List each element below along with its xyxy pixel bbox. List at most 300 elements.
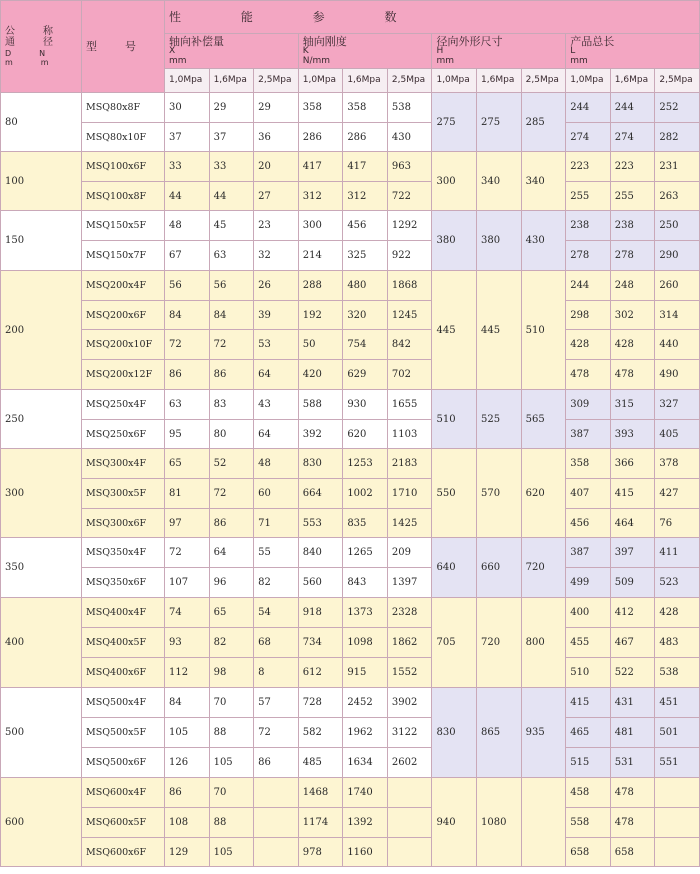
x-value-cell: 86 [254, 748, 299, 778]
x-value-cell: 72 [209, 330, 254, 360]
k-value-cell: 50 [298, 330, 343, 360]
table-title: 性 能 参 数 [165, 1, 700, 34]
k-value-cell: 2328 [387, 598, 432, 628]
l-value-cell [655, 778, 700, 808]
x-value-cell: 26 [254, 271, 299, 301]
l-value-cell: 76 [655, 509, 700, 538]
l-value-cell: 515 [566, 748, 611, 778]
l-value-cell: 427 [655, 479, 700, 509]
table-row [1, 718, 700, 748]
l-value-cell: 483 [655, 628, 700, 658]
model-cell: MSQ150x7F [82, 241, 165, 271]
k-value-cell: 842 [387, 330, 432, 360]
x-value-cell: 95 [165, 420, 210, 449]
table-row [1, 390, 700, 420]
l-value-cell: 458 [566, 778, 611, 808]
group-unit: mm [436, 55, 455, 66]
group-header [165, 34, 299, 69]
group-label: 轴向刚度 [302, 34, 347, 48]
group-header [298, 34, 432, 69]
pressure-header: 2,5Mpa [521, 69, 566, 93]
x-value-cell: 108 [165, 808, 210, 838]
h-value-cell: 550 [432, 449, 477, 538]
dn-header-line: 通径 [5, 37, 81, 49]
l-value-cell: 397 [610, 538, 655, 568]
k-value-cell: 702 [387, 360, 432, 390]
h-value-cell: 1080 [477, 778, 522, 867]
x-value-cell: 23 [254, 211, 299, 241]
x-value-cell: 71 [254, 509, 299, 538]
x-value-cell: 32 [254, 241, 299, 271]
x-value-cell: 105 [209, 748, 254, 778]
k-value-cell: 620 [343, 420, 388, 449]
k-value-cell: 1098 [343, 628, 388, 658]
l-value-cell: 387 [566, 420, 611, 449]
l-value-cell: 231 [655, 152, 700, 182]
pressure-header: 1,0Mpa [298, 69, 343, 93]
k-value-cell: 843 [343, 568, 388, 598]
l-value-cell: 415 [610, 479, 655, 509]
table-row [1, 182, 700, 211]
h-value-cell: 380 [477, 211, 522, 271]
k-value-cell: 835 [343, 509, 388, 538]
table-row [1, 330, 700, 360]
l-value-cell: 658 [566, 838, 611, 867]
table-row [1, 360, 700, 390]
k-value-cell: 417 [343, 152, 388, 182]
h-value-cell: 380 [432, 211, 477, 271]
dn-cell: 200 [1, 271, 82, 390]
x-value-cell: 105 [209, 838, 254, 867]
x-value-cell: 64 [209, 538, 254, 568]
x-value-cell: 82 [209, 628, 254, 658]
l-value-cell: 501 [655, 718, 700, 748]
k-value-cell: 1552 [387, 658, 432, 688]
l-value-cell: 278 [566, 241, 611, 271]
k-value-cell: 288 [298, 271, 343, 301]
x-value-cell: 64 [254, 420, 299, 449]
x-value-cell: 68 [254, 628, 299, 658]
table-row [1, 808, 700, 838]
k-value-cell: 1710 [387, 479, 432, 509]
model-cell: MSQ500x5F [82, 718, 165, 748]
model-cell: MSQ400x6F [82, 658, 165, 688]
table-row [1, 568, 700, 598]
l-value-cell: 302 [610, 301, 655, 330]
dn-cell: 150 [1, 211, 82, 271]
h-value-cell [521, 778, 566, 867]
x-value-cell: 86 [165, 778, 210, 808]
dn-cell: 100 [1, 152, 82, 211]
l-value-cell: 440 [655, 330, 700, 360]
model-cell: MSQ80x8F [82, 93, 165, 123]
k-value-cell: 978 [298, 838, 343, 867]
x-value-cell [254, 808, 299, 838]
l-value-cell: 260 [655, 271, 700, 301]
k-value-cell: 312 [343, 182, 388, 211]
k-value-cell: 722 [387, 182, 432, 211]
x-value-cell: 70 [209, 778, 254, 808]
h-value-cell: 705 [432, 598, 477, 688]
h-value-cell: 935 [521, 688, 566, 778]
group-unit: mm [169, 55, 187, 66]
x-value-cell: 82 [254, 568, 299, 598]
l-value-cell: 456 [566, 509, 611, 538]
x-value-cell: 36 [254, 123, 299, 152]
l-value-cell: 481 [610, 718, 655, 748]
l-value-cell: 327 [655, 390, 700, 420]
h-value-cell: 300 [432, 152, 477, 211]
x-value-cell: 86 [209, 360, 254, 390]
k-value-cell: 664 [298, 479, 343, 509]
pressure-header: 1,6Mpa [343, 69, 388, 93]
x-value-cell: 105 [165, 718, 210, 748]
k-value-cell: 830 [298, 449, 343, 479]
h-value-cell: 720 [521, 538, 566, 598]
h-value-cell: 430 [521, 211, 566, 271]
h-value-cell: 660 [477, 538, 522, 598]
l-value-cell: 464 [610, 509, 655, 538]
table-row [1, 301, 700, 330]
x-value-cell: 83 [209, 390, 254, 420]
table-row [1, 538, 700, 568]
k-value-cell: 922 [387, 241, 432, 271]
k-value-cell: 358 [298, 93, 343, 123]
l-value-cell: 415 [566, 688, 611, 718]
x-value-cell: 72 [165, 538, 210, 568]
l-value-cell: 366 [610, 449, 655, 479]
l-value-cell: 478 [566, 360, 611, 390]
dn-header [1, 1, 82, 93]
x-value-cell: 56 [165, 271, 210, 301]
l-value-cell: 278 [610, 241, 655, 271]
k-value-cell: 325 [343, 241, 388, 271]
l-value-cell: 238 [566, 211, 611, 241]
k-value-cell: 456 [343, 211, 388, 241]
x-value-cell: 45 [209, 211, 254, 241]
x-value-cell: 107 [165, 568, 210, 598]
table-row [1, 152, 700, 182]
table-row [1, 778, 700, 808]
l-value-cell: 405 [655, 420, 700, 449]
x-value-cell [254, 838, 299, 867]
k-value-cell: 312 [298, 182, 343, 211]
x-value-cell: 39 [254, 301, 299, 330]
l-value-cell: 428 [566, 330, 611, 360]
l-value-cell: 411 [655, 538, 700, 568]
k-value-cell: 1160 [343, 838, 388, 867]
table-row [1, 479, 700, 509]
k-value-cell: 420 [298, 360, 343, 390]
table-row [1, 123, 700, 152]
group-symbol: H [436, 46, 444, 57]
x-value-cell: 81 [165, 479, 210, 509]
x-value-cell: 86 [209, 509, 254, 538]
table-row [1, 449, 700, 479]
k-value-cell: 582 [298, 718, 343, 748]
h-value-cell: 510 [521, 271, 566, 390]
pressure-header: 1,0Mpa [566, 69, 611, 93]
l-value-cell: 523 [655, 568, 700, 598]
group-symbol: L [570, 46, 576, 57]
k-value-cell: 286 [343, 123, 388, 152]
x-value-cell: 30 [165, 93, 210, 123]
l-value-cell: 412 [610, 598, 655, 628]
k-value-cell: 417 [298, 152, 343, 182]
x-value-cell: 33 [165, 152, 210, 182]
k-value-cell: 2183 [387, 449, 432, 479]
x-value-cell: 88 [209, 718, 254, 748]
l-value-cell: 244 [566, 93, 611, 123]
x-value-cell: 20 [254, 152, 299, 182]
x-value-cell: 37 [165, 123, 210, 152]
table-row [1, 420, 700, 449]
l-value-cell: 428 [655, 598, 700, 628]
l-value-cell: 223 [610, 152, 655, 182]
model-cell: MSQ250x4F [82, 390, 165, 420]
pressure-header: 1,0Mpa [165, 69, 210, 93]
l-value-cell: 531 [610, 748, 655, 778]
k-value-cell: 1103 [387, 420, 432, 449]
x-value-cell: 29 [209, 93, 254, 123]
l-value-cell: 290 [655, 241, 700, 271]
l-value-cell: 658 [610, 838, 655, 867]
dn-cell: 350 [1, 538, 82, 598]
k-value-cell: 392 [298, 420, 343, 449]
x-value-cell: 67 [165, 241, 210, 271]
k-value-cell: 1962 [343, 718, 388, 748]
l-value-cell: 387 [566, 538, 611, 568]
k-value-cell: 1655 [387, 390, 432, 420]
k-value-cell: 1253 [343, 449, 388, 479]
l-value-cell: 263 [655, 182, 700, 211]
k-value-cell: 1868 [387, 271, 432, 301]
x-value-cell: 126 [165, 748, 210, 778]
model-cell: MSQ600x6F [82, 838, 165, 867]
l-value-cell [655, 808, 700, 838]
k-value-cell: 734 [298, 628, 343, 658]
k-value-cell: 300 [298, 211, 343, 241]
table-row [1, 748, 700, 778]
x-value-cell: 48 [254, 449, 299, 479]
l-value-cell: 250 [655, 211, 700, 241]
model-header: 型号 [82, 1, 165, 93]
l-value-cell: 451 [655, 688, 700, 718]
k-value-cell: 2602 [387, 748, 432, 778]
table-row [1, 838, 700, 867]
model-cell: MSQ200x12F [82, 360, 165, 390]
l-value-cell: 407 [566, 479, 611, 509]
k-value-cell: 320 [343, 301, 388, 330]
l-value-cell: 309 [566, 390, 611, 420]
table-row [1, 628, 700, 658]
x-value-cell: 72 [165, 330, 210, 360]
k-value-cell: 1174 [298, 808, 343, 838]
k-value-cell: 1397 [387, 568, 432, 598]
x-value-cell: 44 [209, 182, 254, 211]
k-value-cell: 918 [298, 598, 343, 628]
x-value-cell: 80 [209, 420, 254, 449]
l-value-cell: 478 [610, 808, 655, 838]
l-value-cell: 244 [566, 271, 611, 301]
k-value-cell: 1740 [343, 778, 388, 808]
group-unit: N/mm [302, 55, 331, 66]
table-body [1, 93, 700, 867]
l-value-cell: 274 [566, 123, 611, 152]
dn-header-line: 公称 [5, 25, 81, 37]
x-value-cell: 65 [165, 449, 210, 479]
h-value-cell: 865 [477, 688, 522, 778]
pressure-header: 2,5Mpa [387, 69, 432, 93]
dn-cell: 600 [1, 778, 82, 867]
table-row [1, 271, 700, 301]
l-value-cell: 499 [566, 568, 611, 598]
k-value-cell: 485 [298, 748, 343, 778]
x-value-cell: 86 [165, 360, 210, 390]
k-value-cell: 430 [387, 123, 432, 152]
dn-header-line: mm [5, 58, 77, 67]
model-cell: MSQ300x4F [82, 449, 165, 479]
k-value-cell: 1425 [387, 509, 432, 538]
l-value-cell: 358 [566, 449, 611, 479]
l-value-cell: 282 [655, 123, 700, 152]
model-cell: MSQ300x5F [82, 479, 165, 509]
x-value-cell: 60 [254, 479, 299, 509]
pressure-header: 1,6Mpa [209, 69, 254, 93]
k-value-cell: 3902 [387, 688, 432, 718]
k-value-cell: 1245 [387, 301, 432, 330]
l-value-cell: 522 [610, 658, 655, 688]
table-row [1, 688, 700, 718]
model-cell: MSQ350x4F [82, 538, 165, 568]
group-symbol: K [302, 46, 309, 57]
x-value-cell: 54 [254, 598, 299, 628]
dn-header-line: DN [5, 48, 74, 58]
k-value-cell: 1862 [387, 628, 432, 658]
x-value-cell: 88 [209, 808, 254, 838]
l-value-cell: 255 [566, 182, 611, 211]
l-value-cell: 431 [610, 688, 655, 718]
l-value-cell: 238 [610, 211, 655, 241]
x-value-cell: 53 [254, 330, 299, 360]
x-value-cell: 52 [209, 449, 254, 479]
x-value-cell: 56 [209, 271, 254, 301]
table-row [1, 211, 700, 241]
k-value-cell: 358 [343, 93, 388, 123]
x-value-cell: 112 [165, 658, 210, 688]
dn-cell: 80 [1, 93, 82, 152]
group-symbol: X [169, 46, 176, 57]
model-cell: MSQ200x4F [82, 271, 165, 301]
x-value-cell [254, 778, 299, 808]
pressure-header: 2,5Mpa [254, 69, 299, 93]
h-value-cell: 620 [521, 449, 566, 538]
h-value-cell: 640 [432, 538, 477, 598]
l-value-cell: 274 [610, 123, 655, 152]
x-value-cell: 43 [254, 390, 299, 420]
h-value-cell: 340 [521, 152, 566, 211]
l-value-cell: 538 [655, 658, 700, 688]
k-value-cell: 1002 [343, 479, 388, 509]
dn-cell: 250 [1, 390, 82, 449]
k-value-cell [387, 838, 432, 867]
k-value-cell: 538 [387, 93, 432, 123]
k-value-cell: 209 [387, 538, 432, 568]
h-value-cell: 940 [432, 778, 477, 867]
group-header [566, 34, 700, 69]
x-value-cell: 63 [209, 241, 254, 271]
pressure-header: 2,5Mpa [655, 69, 700, 93]
h-value-cell: 285 [521, 93, 566, 152]
l-value-cell: 455 [566, 628, 611, 658]
k-value-cell: 728 [298, 688, 343, 718]
k-value-cell [387, 808, 432, 838]
model-cell: MSQ500x6F [82, 748, 165, 778]
h-value-cell: 510 [432, 390, 477, 449]
x-value-cell: 74 [165, 598, 210, 628]
group-label: 轴向补偿量 [169, 34, 224, 48]
x-value-cell: 84 [165, 688, 210, 718]
l-value-cell: 255 [610, 182, 655, 211]
dn-cell: 400 [1, 598, 82, 688]
model-cell: MSQ250x6F [82, 420, 165, 449]
h-value-cell: 720 [477, 598, 522, 688]
l-value-cell: 428 [610, 330, 655, 360]
l-value-cell: 298 [566, 301, 611, 330]
k-value-cell: 1373 [343, 598, 388, 628]
h-value-cell: 275 [432, 93, 477, 152]
table-header [1, 1, 700, 93]
k-value-cell: 1392 [343, 808, 388, 838]
k-value-cell: 1468 [298, 778, 343, 808]
k-value-cell: 553 [298, 509, 343, 538]
h-value-cell: 340 [477, 152, 522, 211]
h-value-cell: 800 [521, 598, 566, 688]
k-value-cell [387, 778, 432, 808]
x-value-cell: 64 [254, 360, 299, 390]
k-value-cell: 915 [343, 658, 388, 688]
group-label: 径向外形尺寸 [436, 34, 503, 48]
model-cell: MSQ100x8F [82, 182, 165, 211]
x-value-cell: 29 [254, 93, 299, 123]
x-value-cell: 44 [165, 182, 210, 211]
l-value-cell: 478 [610, 360, 655, 390]
model-cell: MSQ100x6F [82, 152, 165, 182]
model-cell: MSQ200x10F [82, 330, 165, 360]
pressure-header: 1,6Mpa [477, 69, 522, 93]
model-cell: MSQ200x6F [82, 301, 165, 330]
l-value-cell: 393 [610, 420, 655, 449]
k-value-cell: 480 [343, 271, 388, 301]
x-value-cell: 97 [165, 509, 210, 538]
k-value-cell: 1634 [343, 748, 388, 778]
table-row [1, 598, 700, 628]
l-value-cell: 490 [655, 360, 700, 390]
model-cell: MSQ600x4F [82, 778, 165, 808]
l-value-cell: 510 [566, 658, 611, 688]
h-value-cell: 570 [477, 449, 522, 538]
h-value-cell: 445 [432, 271, 477, 390]
l-value-cell: 248 [610, 271, 655, 301]
l-value-cell: 252 [655, 93, 700, 123]
k-value-cell: 840 [298, 538, 343, 568]
pressure-header: 1,6Mpa [610, 69, 655, 93]
x-value-cell: 57 [254, 688, 299, 718]
l-value-cell: 478 [610, 778, 655, 808]
h-value-cell: 445 [477, 271, 522, 390]
k-value-cell: 560 [298, 568, 343, 598]
l-value-cell: 314 [655, 301, 700, 330]
